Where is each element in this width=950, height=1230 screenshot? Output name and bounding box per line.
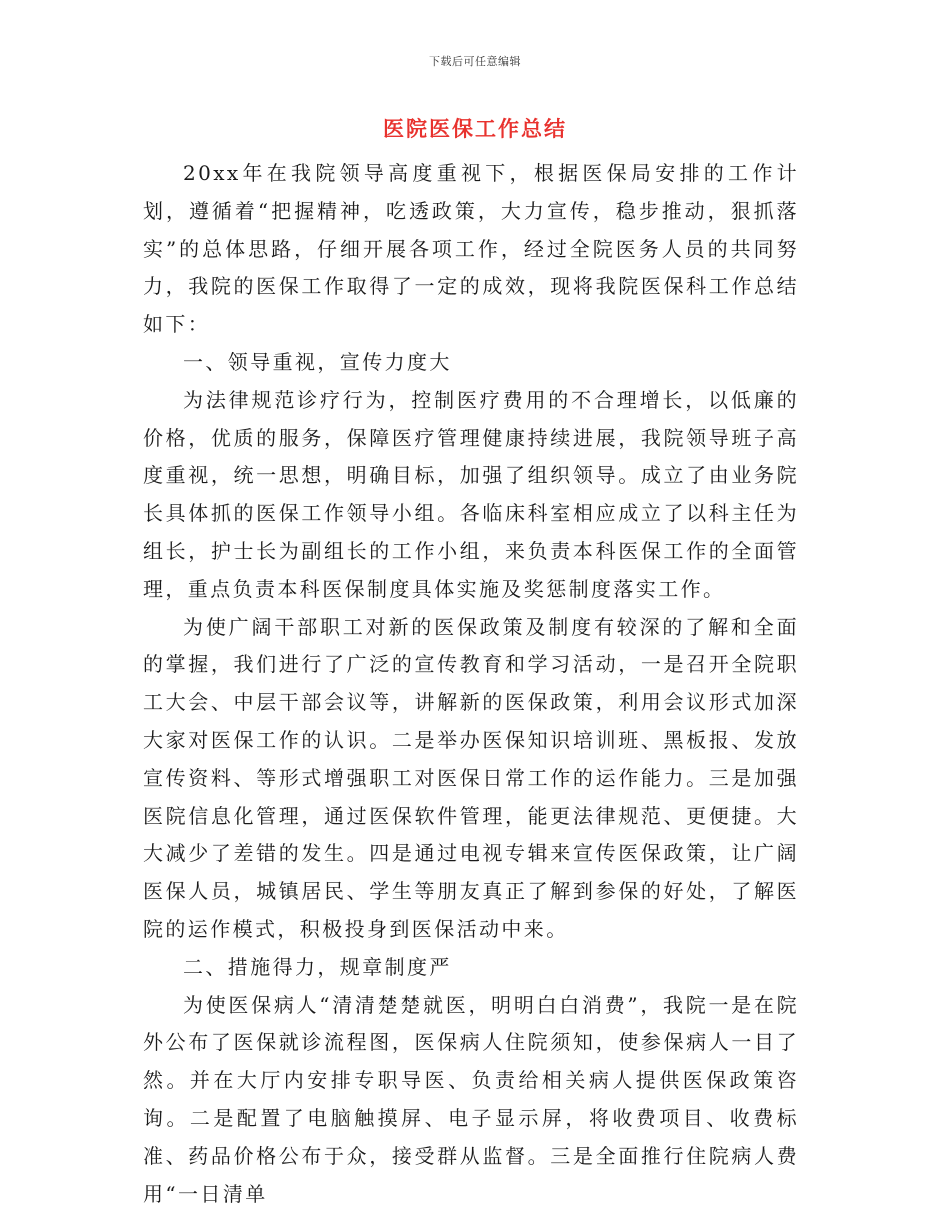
paragraph-2: 为使广阔干部职工对新的医保政策及制度有较深的了解和全面的掌握，我们进行了广泛的宣传教育和学习活动，一是召开全院职工大会、中层干部会议等，讲解新的医保政策，利用会议形式加深大家对医保工作的认识。二是举办医保知识培训班、黑板报、发放宣传资料、等形式增强职工对医保日常工作的运作能力。三是加强医院信息化管理，通过医保软件管理，能更法律规范、更便捷。大大减少了差错的发生。四是通过电视专辑来宣传医保政策，让广阔医保人员，城镇居民、学生等朋友真正了解到参保的好处，了解医院的运作模式，积极投身到医保活动中来。 [143, 614, 799, 941]
document-body [143, 155, 799, 1213]
document-title: 医院医保工作总结 [383, 116, 567, 141]
paragraph-1: 为法律规范诊疗行为，控制医疗费用的不合理增长，以低廉的价格，优质的服务，保障医疗管理健康持续进展，我院领导班子高度重视，统一思想，明确目标，加强了组织领导。成立了由业务院长具体抓的医保工作领导小组。各临床科室相应成立了以科主任为组长，护士长为副组长的工作小组，来负责本科医保工作的全面管理，重点负责本科医保制度具体实施及奖惩制度落实工作。 [143, 387, 799, 601]
section-heading-2: 二、措施得力，规章制度严 [183, 954, 452, 979]
section-heading-1: 一、领导重视，宣传力度大 [183, 349, 452, 374]
paragraph-intro: 20xx年在我院领导高度重视下，根据医保局安排的工作计划，遵循着“把握精神，吃透政策，大力宣传，稳步推动，狠抓落实”的总体思路，仔细开展各项工作，经过全院医务人员的共同努力，我院的医保工作取得了一定的成效，现将我院医保科工作总结如下： [143, 161, 799, 337]
header-note: 下载后可任意编辑 [429, 55, 521, 68]
paragraph-3: 为使医保病人“清清楚楚就医，明明白白消费”，我院一是在院外公布了医保就诊流程图，医保病人住院须知，使参保病人一目了然。并在大厅内安排专职导医、负责给相关病人提供医保政策咨询。二是配置了电脑触摸屏、电子显示屏，将收费项目、收费标准、药品价格公布于众，接受群从监督。三是全面推行住院病人费用“一日清单 [143, 992, 799, 1206]
